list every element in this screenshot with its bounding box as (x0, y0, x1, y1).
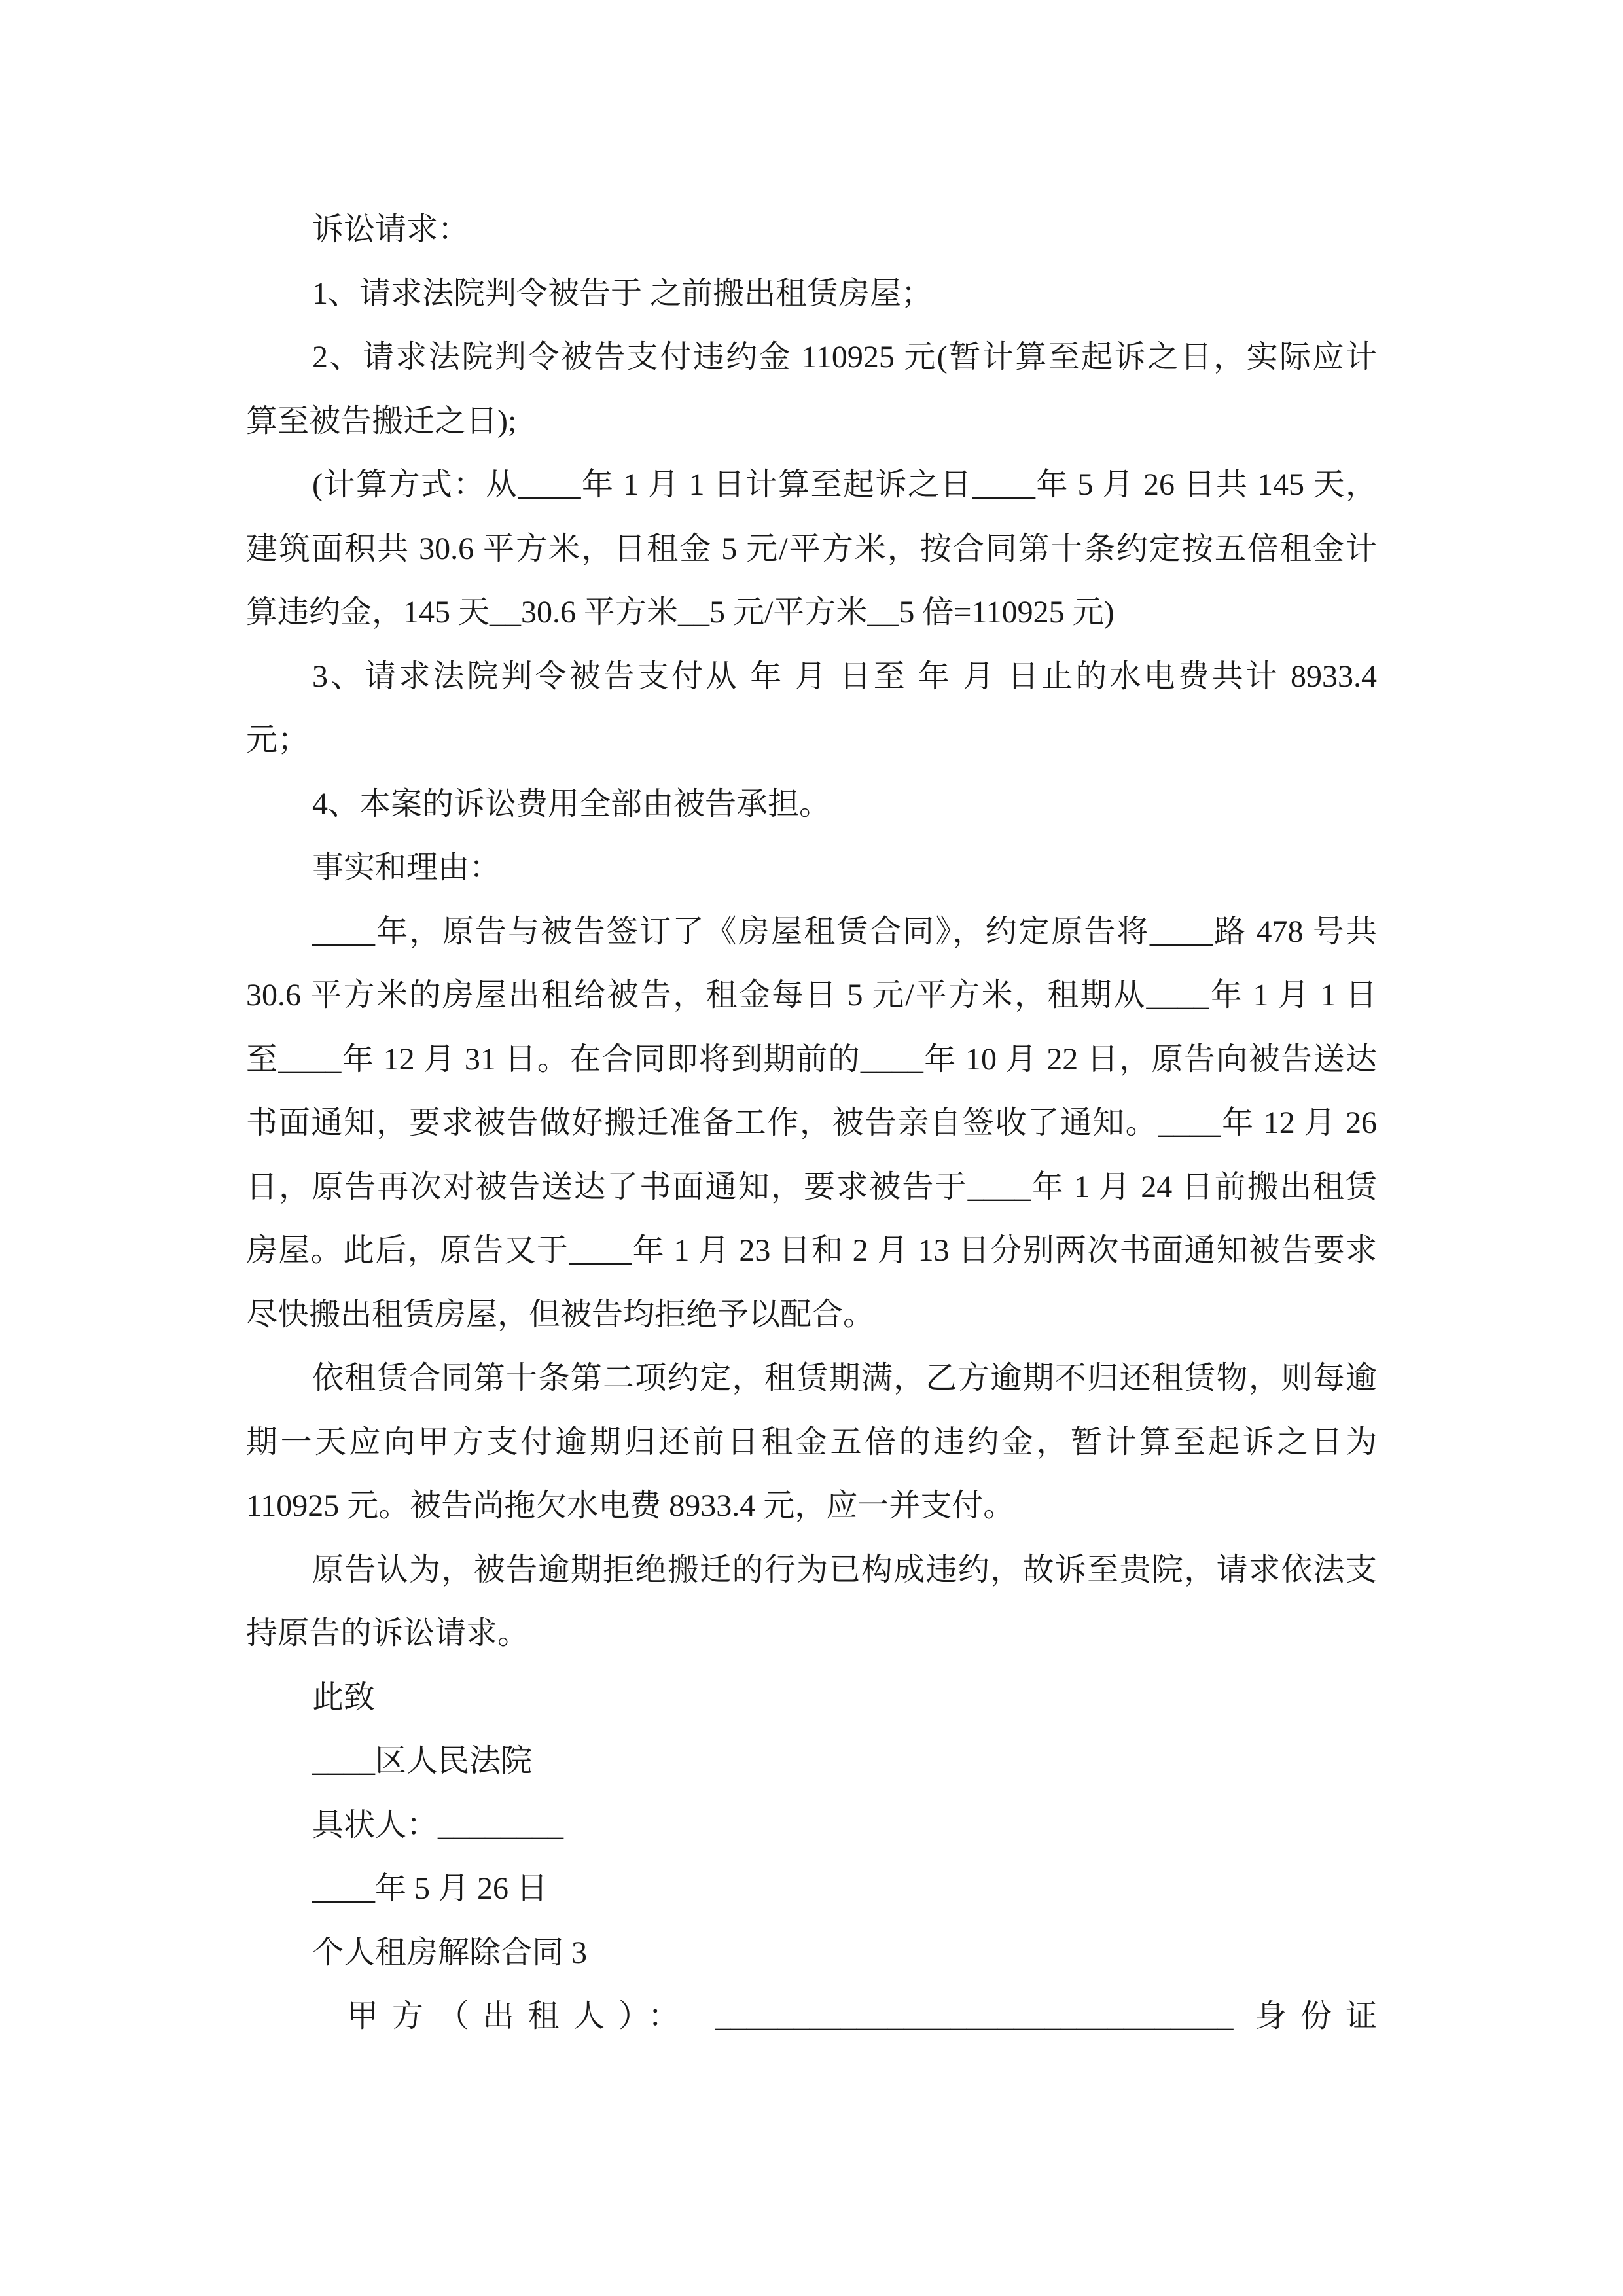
text-line: ____区人民法院 (312, 1744, 533, 1778)
text-line: 4、本案的诉讼费用全部由被告承担。 (312, 786, 831, 821)
date-line (246, 1857, 1377, 1921)
text-line: 期一天应向甲方支付逾期归还前日租金五倍的违约金，暂计算至起诉之日为 (246, 1424, 1377, 1460)
text-line: 算至被告搬迁之日); (246, 403, 517, 439)
salutation (246, 1666, 1377, 1730)
court-name (246, 1729, 1377, 1793)
text-line: 此致 (312, 1679, 376, 1715)
text-line: 算违约金，145 天__30.6 平方米__5 元/平方米__5 倍=110925 元) (246, 595, 1115, 630)
facts-heading (246, 836, 1377, 900)
calculation-note (246, 453, 1377, 645)
text-line (246, 1984, 1377, 2049)
text-line: 建筑面积共 30.6 平方米，日租金 5 元/平方米，按合同第十条约定按五倍租金计 (246, 531, 1377, 566)
text-line: 依租赁合同第十条第二项约定，租赁期满，乙方逾期不归还租赁物，则每逾 (312, 1361, 1377, 1395)
plaintiff-signature (246, 1793, 1377, 1857)
party-a-label: 甲方（出租人）： (347, 1999, 694, 2034)
text-line: 110925 元。被告尚拖欠水电费 8933.4 元，应一并支付。 (246, 1488, 1015, 1523)
text-line: 具状人：________ (312, 1807, 564, 1842)
text-line: 书面通知，要求被告做好搬迁准备工作，被告亲自签收了通知。____年 12 月 26 (246, 1105, 1377, 1140)
text-line: (计算方式：从____年 1 月 1 日计算至起诉之日____年 5 月 26 日共 145 天， (312, 467, 1377, 502)
claim-item-1 (246, 262, 1377, 326)
facts-paragraph (246, 900, 1377, 1347)
text-line: 2、请求法院判令被告支付违约金 110925 元(暂计算至起诉之日，实际应计 (312, 340, 1377, 374)
text-line: 日，原告再次对被告送达了书面通知，要求被告于____年 1 月 24 日前搬出租赁 (246, 1169, 1377, 1204)
text-line: 30.6 平方米的房屋出租给被告，租金每日 5 元/平方米，租期从____年 1 月 1 日 (246, 978, 1377, 1013)
document-body (246, 198, 1377, 2049)
id-card-label: 身份证 (1255, 1999, 1377, 2034)
text-line: 元； (246, 723, 310, 757)
claim-item-4 (246, 772, 1377, 836)
claim-item-2 (246, 325, 1377, 453)
text-line: 持原告的诉讼请求。 (246, 1616, 529, 1651)
party-a-blank: _________________________________ (715, 1999, 1234, 2034)
contract-clause-paragraph (246, 1346, 1377, 1538)
text-line: 个人租房解除合同 3 (312, 1935, 588, 1970)
text-line: 至____年 12 月 31 日。在合同即将到期前的____年 10 月 22 日，原告向被告送达 (246, 1041, 1377, 1077)
text-line: 尽快搬出租赁房屋，但被告均拒绝予以配合。 (246, 1297, 875, 1332)
text-line: ____年，原告与被告签订了《房屋租赁合同》，约定原告将____路 478 号共 (312, 914, 1377, 949)
claim-item-3 (246, 645, 1377, 772)
text-line: 原告认为，被告逾期拒绝搬迁的行为已构成违约，故诉至贵院，请求依法支 (312, 1552, 1377, 1587)
claims-heading (246, 198, 1377, 262)
conclusion-paragraph (246, 1538, 1377, 1666)
text-line: ____年 5 月 26 日 (312, 1871, 548, 1906)
text-line: 1、请求法院判令被告于 之前搬出租赁房屋； (312, 276, 933, 311)
text-line: 诉讼请求： (312, 212, 470, 247)
text-line: 房屋。此后，原告又于____年 1 月 23 日和 2 月 13 日分别两次书面通知被告要求 (246, 1233, 1377, 1268)
text-line: 3、请求法院判令被告支付从 年 月 日至 年 月 日止的水电费共计 8933.4 (312, 658, 1377, 694)
text-line: 事实和理由： (312, 850, 501, 885)
section-title (246, 1921, 1377, 1985)
party-a-line (246, 1984, 1377, 2049)
